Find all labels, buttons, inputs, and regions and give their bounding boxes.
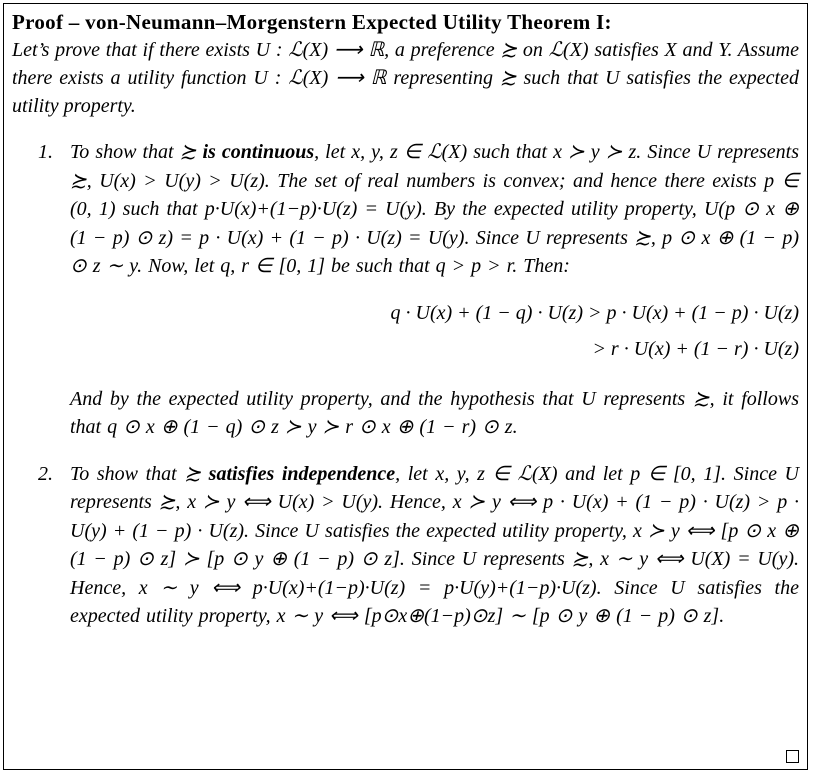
item-body: , let x, y, z ∈ ℒ(X) such that x ≻ y ≻ z. Since U represents ≿, U(x) > U(y) > U(z). The set of real numbers is convex; and hence there exists p ∈ (0, 1) such that p·U(x)+(1−p)·U(z) = U(y). By the expected utility property, U(p ⊙ x ⊕ (1 − p) ⊙ z) = p · U(x) + (1 − p) · U(z) = U(y). Since U represents ≿, p ⊙ x ⊕ (1 − p) ⊙ z ∼ y. Now, let q, r ∈ [0, 1] be such that q > p > r. Then:: [70, 141, 800, 277]
item-body: , let x, y, z ∈ ℒ(X) and let p ∈ [0, 1]. Since U represents ≿, x ≻ y ⟺ U(x) > U(y). Hence, x ≻ y ⟺ p · U(x) + (1 − p) · U(z) > p · U(y) + (1 − p) · U(z). Since U satisfies the expected utility property, x ≻ y ⟺ [p ⊙ x ⊕ (1 − p) ⊙ z] ≻ [p ⊙ y ⊕ (1 − p) ⊙ z]. Since U represents ≿, x ∼ y ⟺ U(X) = U(y). Hence, x ∼ y ⟺ p·U(x)+(1−p)·U(z) = p·U(y)+(1−p)·U(z). Since U satisfies the expected utility property, x ∼ y ⟺ [p⊙x⊕(1−p)⊙z] ∼ [p ⊙ y ⊕ (1 − p) ⊙ z].: [70, 462, 799, 627]
item-lead: To show that ≿: [70, 462, 209, 485]
item-paragraph: [70, 460, 799, 631]
list-item-independence: [12, 460, 799, 631]
item-number: 1.: [38, 141, 53, 163]
equation-line-1: q · U(x) + (1 − q) · U(z) > p · U(x) + (1 − p) · U(z): [390, 301, 799, 324]
proof-box: [3, 3, 808, 770]
item-lead: To show that ≿: [70, 141, 203, 163]
equation-line-2: > r · U(x) + (1 − r) · U(z): [592, 337, 799, 360]
item-bold-claim: is continuous: [202, 141, 315, 163]
item-bold-claim: satisfies independence: [208, 462, 396, 485]
item-number: 2.: [38, 462, 53, 485]
item-paragraph: [70, 138, 799, 281]
proof-content: [12, 8, 799, 631]
proof-heading: Proof – von-Neumann–Morgenstern Expected Utility Theorem I:: [12, 10, 612, 34]
item-conclusion: And by the expected utility property, and the hypothesis that U represents ≿, it follows that q ⊙ x ⊕ (1 − q) ⊙ z ≻ y ≻ r ⊙ x ⊕ (1 − r) ⊙ z.: [70, 387, 799, 438]
qed-square-icon: [786, 750, 799, 763]
proof-intro: Let’s prove that if there exists U : ℒ(X) ⟶ ℝ, a preference ≿ on ℒ(X) satisfies X and Y. Assume there exists a utility function U : ℒ(X) ⟶ ℝ representing ≿ such that U satisfies the expected utility property.: [12, 39, 799, 117]
display-equation: [70, 295, 799, 367]
list-item-continuity: [12, 138, 799, 442]
